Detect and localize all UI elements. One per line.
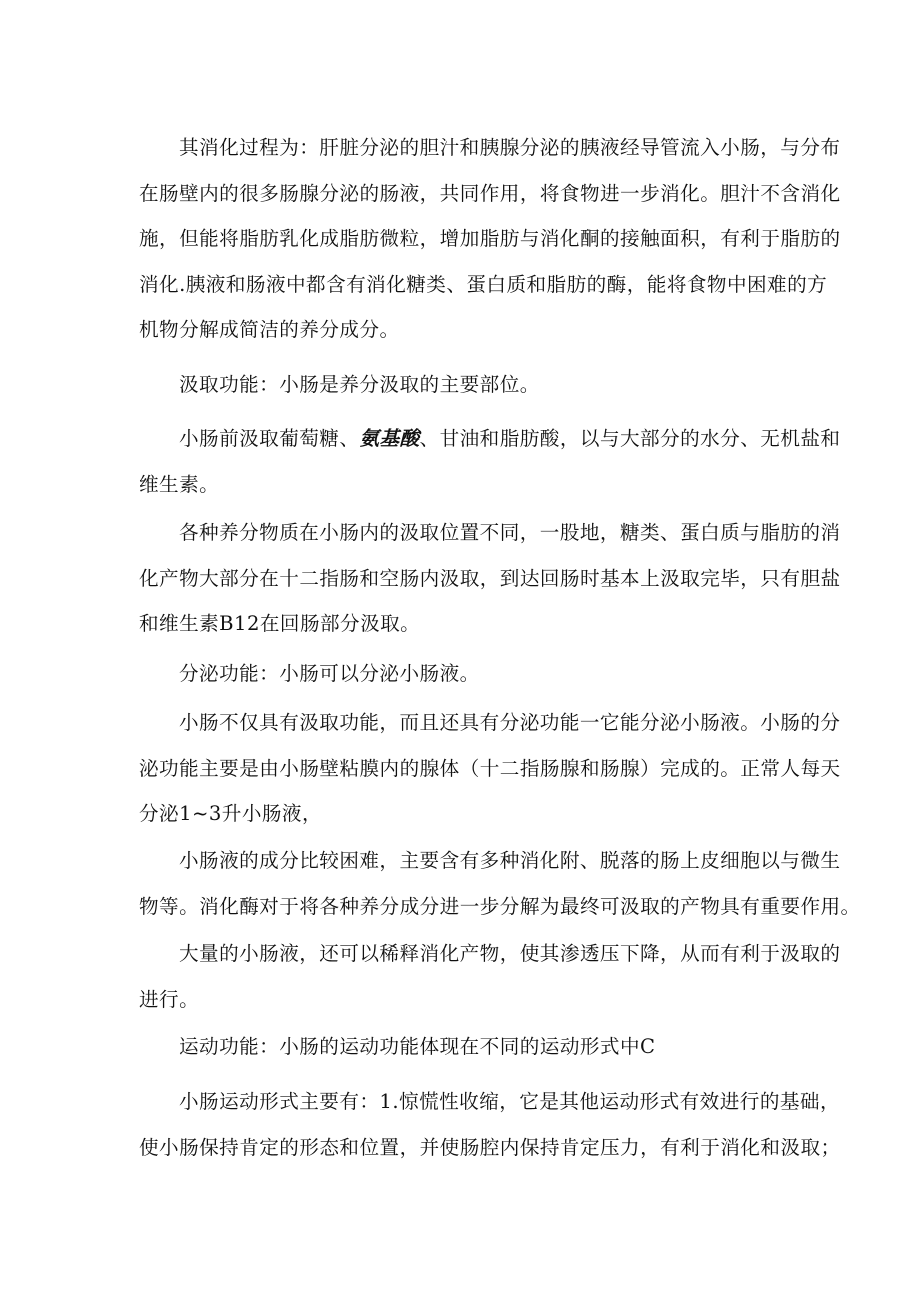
text-line: 汲取功能：小肠是养分汲取的主要部位。 xyxy=(179,373,540,396)
text-line: 机物分解成简洁的养分成分。 xyxy=(139,318,400,341)
text-run: 小肠前汲取葡萄糖、 xyxy=(179,427,360,450)
text-line: 大量的小肠液，还可以稀释消化产物，使其渗透压下降，从而有利于汲取的 xyxy=(179,942,841,965)
text-line: 分泌功能：小肠可以分泌小肠液。 xyxy=(179,662,480,685)
paragraph-absorption-location xyxy=(139,510,841,647)
text-line: 运动功能：小肠的运动功能体现在不同的运动形式中C xyxy=(179,1035,656,1058)
paragraph-digestion-process xyxy=(139,125,841,353)
text-line: 维生素。 xyxy=(139,472,220,496)
text-line: 消化.胰液和肠液中都含有消化糖类、蛋白质和脂肪的酶，能将食物中困难的方 xyxy=(139,272,828,296)
paragraph-absorption-heading xyxy=(139,362,787,408)
text-line: 泌功能主要是由小肠壁粘膜内的腺体（十二指肠腺和肠腺）完成的。正常人每天 xyxy=(139,756,841,780)
paragraph-dilution xyxy=(139,931,841,1022)
text-line: 小肠不仅具有汲取功能，而且还具有分泌功能一它能分泌小肠液。小肠的分 xyxy=(179,711,841,734)
text-line: 小肠液的成分比较困难，主要含有多种消化附、脱落的肠上皮细胞以与微生 xyxy=(179,849,841,872)
text-line: 进行。 xyxy=(139,987,200,1011)
paragraph-secretion-heading xyxy=(139,651,787,697)
paragraph-motility-forms xyxy=(139,1079,841,1170)
paragraph-intestinal-fluid xyxy=(139,838,861,929)
text-line: 和维生素B12在回肠部分汲取。 xyxy=(139,612,421,635)
text-run: 、甘油和脂肪酸，以与大部分的水分、无机盐和 xyxy=(419,427,841,450)
text-line: 其消化过程为：肝脏分泌的胆汁和胰腺分泌的胰液经导管流入小肠，与分布 xyxy=(179,136,841,159)
text-line: 化产物大部分在十二指肠和空肠内汲取，到达回肠时基本上汲取完毕，只有胆盐 xyxy=(139,566,841,590)
text-line: 施，但能将脂肪乳化成脂肪微粒，增加脂肪与消化酮的接触面积，有利于脂肪的 xyxy=(139,227,841,250)
text-line: 小肠运动形式主要有：1.惊慌性收缩，它是其他运动形式有效进行的基础， xyxy=(179,1090,840,1113)
text-line: 物等。消化酶对于将各种养分成分进一步分解为最终可汲取的产物具有重要作用。 xyxy=(139,894,861,918)
text-line xyxy=(139,416,841,462)
text-line: 使小肠保持肯定的形态和位置，并使肠腔内保持肯定压力，有利于消化和汲取； xyxy=(139,1135,841,1159)
paragraph-absorption-nutrients xyxy=(139,416,841,507)
paragraph-secretion-detail xyxy=(139,700,841,837)
emphasized-term: 氨基酸 xyxy=(359,427,420,450)
text-line: 各种养分物质在小肠内的汲取位置不同，一股地，糖类、蛋白质与脂肪的消 xyxy=(179,521,841,544)
text-line: 在肠壁内的很多肠腺分泌的肠液，共同作用，将食物进一步消化。胆汁不含消化 xyxy=(139,181,841,205)
paragraph-motility-heading xyxy=(139,1024,787,1070)
text-line: 分泌1~3升小肠液， xyxy=(139,802,323,825)
